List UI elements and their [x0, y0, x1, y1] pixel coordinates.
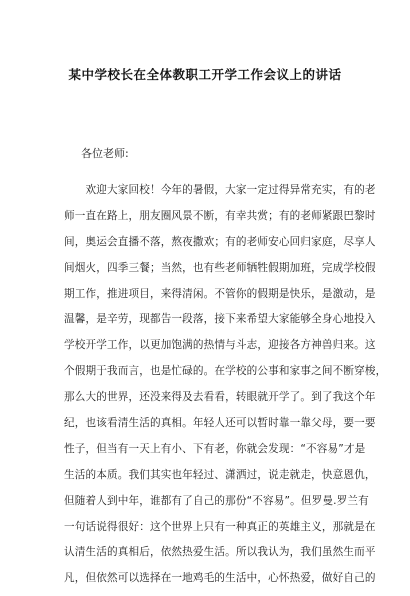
- body-line: 性子，但当有一天上有小、下有老，你就会发现：“不容易”才是: [64, 442, 366, 455]
- body-line: 间烟火，四季三餐；当然，也有些老师牺牲假期加班，完成学校假: [64, 261, 376, 274]
- body-line: 一句话说得很好：这个世界上只有一种真正的英雄主义，那就是在: [64, 520, 376, 533]
- body-line: 师一直在路上，朋友圈风景不断，有幸共赏；有的老师紧跟巴黎时: [64, 209, 376, 222]
- body-line: 那么大的世界，还没来得及去看看，转眼就开学了。到了我这个年: [64, 391, 376, 404]
- body-line: 凡，但依然可以选择在一地鸡毛的生活中，心怀热爱，做好自己的: [64, 572, 376, 585]
- document-title: 某中学校长在全体教职工开学工作会议上的讲话: [68, 67, 342, 82]
- body-paragraph: [64, 182, 387, 596]
- body-line: 生活的本质。我们其实也年轻过、潇洒过，说走就走，快意恩仇，: [64, 468, 376, 481]
- body-line: 温馨，是辛劳，现都告一段落，接下来希望大家能够全身心地投入: [64, 313, 376, 326]
- body-line: 间，奥运会直播不落，熬夜撒欢；有的老师安心回归家庭，尽享人: [64, 235, 376, 248]
- body-line: 学校开学工作，以更加饱满的热情与斗志，迎接各方神兽归来。这: [64, 339, 376, 352]
- body-line: 期工作，推进项目，来得清闲。不管你的假期是快乐，是激动，是: [64, 287, 376, 300]
- body-line: 个假期于我而言，也是忙碌的。在学校的公事和家事之间不断穿梭，: [64, 365, 387, 378]
- body-line: 纪，也该看清生活的真相。年轻人还可以暂时靠一靠父母，要一要: [64, 417, 376, 430]
- body-line: 认清生活的真相后，依然热爱生活。所以我认为，我们虽然生而平: [64, 546, 376, 559]
- body-line: 但随着人到中年，谁都有了自己的那份“不容易”。但罗曼.罗兰有: [64, 494, 369, 507]
- body-line: 欢迎大家回校！今年的暑假，大家一定过得异常充实，有的老: [64, 184, 376, 196]
- salutation: 各位老师:: [81, 147, 129, 160]
